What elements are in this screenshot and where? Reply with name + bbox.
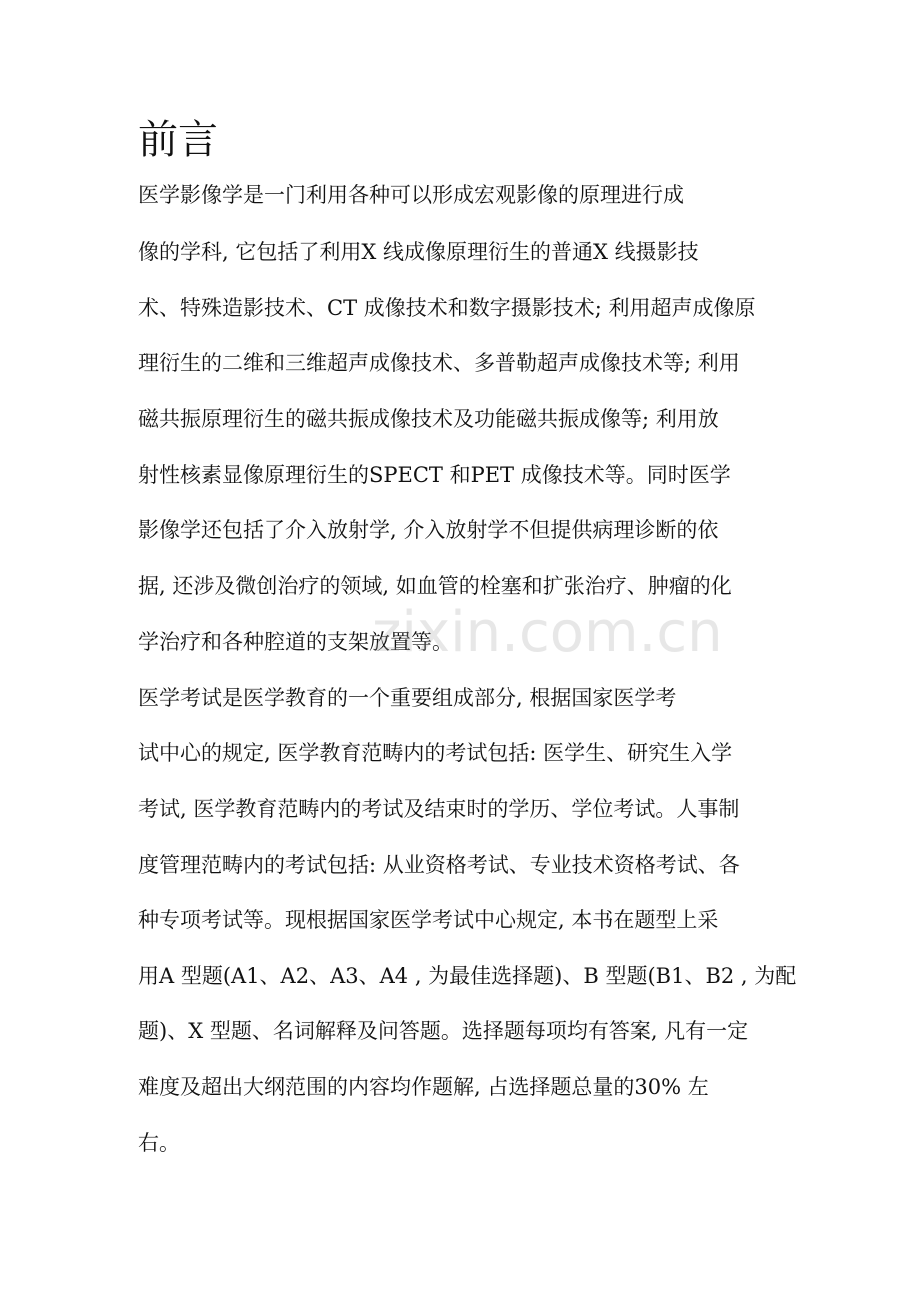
text-line: 试中心的规定, 医学教育范畴内的考试包括: 医学生、研究生入学 xyxy=(138,741,733,765)
text-line: 种专项考试等。现根据国家医学考试中心规定, 本书在题型上采 xyxy=(138,908,719,932)
text-line: 度管理范畴内的考试包括: 从业资格考试、专业技术资格考试、各 xyxy=(138,853,740,877)
text-line: 据, 还涉及微创治疗的领域, 如血管的栓塞和扩张治疗、肿瘤的化 xyxy=(138,574,732,598)
text-line: 用A 型题(A1、A2、A3、A4 , 为最佳选择题)、B 型题(B1、B2 , 为配 xyxy=(138,964,797,988)
text-line: 磁共振原理衍生的磁共振成像技术及功能磁共振成像等; 利用放 xyxy=(138,407,719,431)
text-line: 医学影像学是一门利用各种可以形成宏观影像的原理进行成 xyxy=(138,183,684,207)
text-line: 像的学科, 它包括了利用X 线成像原理衍生的普通X 线摄影技 xyxy=(138,240,699,264)
watermark: zixin.com.cn xyxy=(372,600,723,665)
text-line: 题)、X 型题、名词解释及问答题。选择题每项均有答案, 凡有一定 xyxy=(138,1019,749,1043)
text-line: 考试, 医学教育范畴内的考试及结束时的学历、学位考试。人事制 xyxy=(138,797,740,821)
text-line: 理衍生的二维和三维超声成像技术、多普勒超声成像技术等; 利用 xyxy=(138,351,740,375)
page-title: 前言 xyxy=(138,117,218,163)
text-line: 影像学还包括了介入放射学, 介入放射学不但提供病理诊断的依 xyxy=(138,518,719,542)
text-line: 医学考试是医学教育的一个重要组成部分, 根据国家医学考 xyxy=(138,686,677,710)
text-line: 难度及超出大纲范围的内容均作题解, 占选择题总量的30% 左 xyxy=(138,1075,709,1099)
text-line: 学治疗和各种腔道的支架放置等。 xyxy=(138,630,453,654)
text-line: 射性核素显像原理衍生的SPECT 和PET 成像技术等。同时医学 xyxy=(138,463,731,487)
text-line: 术、特殊造影技术、CT 成像技术和数字摄影技术; 利用超声成像原 xyxy=(138,296,756,320)
text-line: 右。 xyxy=(138,1131,180,1155)
